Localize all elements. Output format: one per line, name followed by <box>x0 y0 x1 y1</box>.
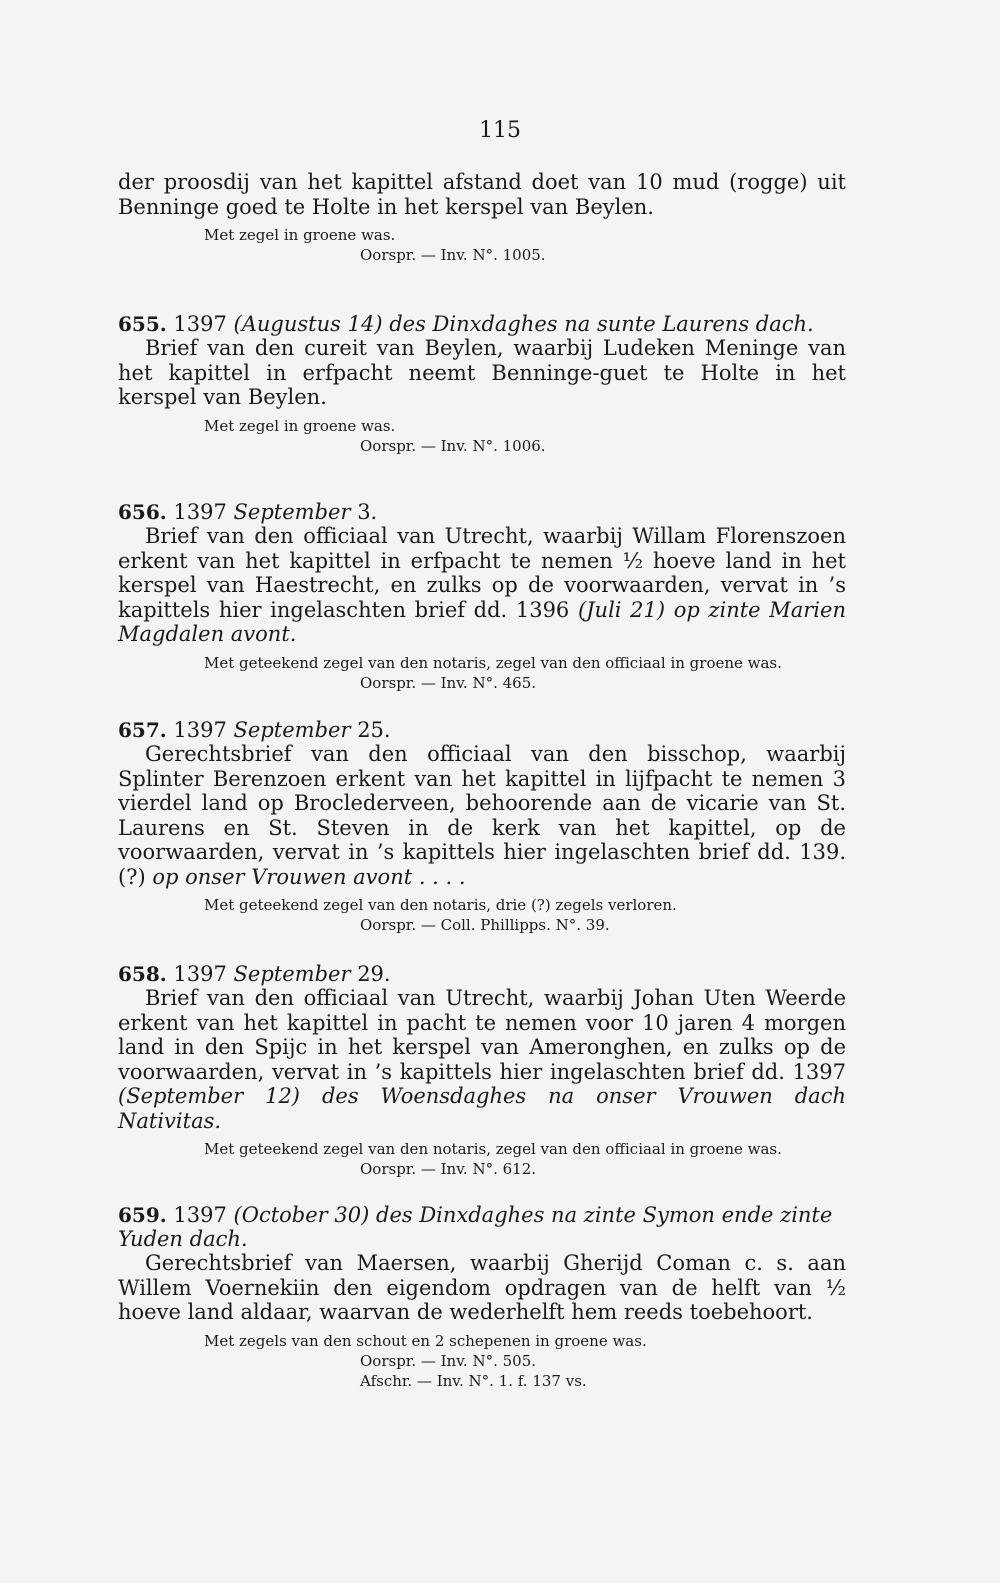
entry-text-paren: (September 12) <box>118 1084 300 1108</box>
entry-number: 656. <box>118 500 167 524</box>
entry-date-month: September <box>233 718 351 742</box>
entry-seal-note: Met zegel in groene was. <box>204 416 396 435</box>
entry-seal-note: Met geteekend zegel van den notaris, drie (?) zegels verloren. <box>204 896 677 914</box>
entry-date-day: 3. <box>357 500 378 524</box>
entry-heading <box>118 312 846 336</box>
entry-heading <box>118 962 846 986</box>
entry-date-text: des Dinxdaghes na sunte Laurens dach. <box>389 312 814 336</box>
entry-heading <box>118 1203 846 1251</box>
entry-text-main: Gerechtsbrief van den officiaal van den bisschop, waarbij Splinter Berenzoen erkent van het kapittel in lijfpacht te nemen 3 vierdel land op Broclederveen, behoorende aan de vicarie van St. Laurens en St. Steven in de kerk van het kapittel, op de voorwaarden, vervat in ’s kapittels hier ingelaschten brief dd. 139. (?) <box>118 742 846 889</box>
intro-source: Oorspr. — Inv. N°. 1005. <box>360 246 546 264</box>
entry-source: Oorspr. — Inv. N°. 612. <box>360 1160 537 1178</box>
entry-number: 659. <box>118 1203 167 1227</box>
entry-date-month: September <box>233 962 351 986</box>
entry-659 <box>118 1203 846 1391</box>
intro-block <box>118 170 846 265</box>
entry-text-paren: (Juli 21) <box>577 597 666 622</box>
entry-text <box>118 986 846 1133</box>
entry-year: 1397 <box>173 962 227 986</box>
entry-year: 1397 <box>173 1203 227 1227</box>
entry-number: 658. <box>118 962 167 986</box>
entry-number: 655. <box>118 312 167 336</box>
entry-source: Oorspr. — Inv. N°. 505. <box>360 1351 537 1370</box>
entry-text-italic: des Woensdaghes na onser Vrouwen dach Nativitas. <box>118 1084 846 1133</box>
entry-text-italic: op onser Vrouwen avont . . . . <box>152 864 466 889</box>
entry-655 <box>118 312 846 456</box>
entry-656 <box>118 500 846 693</box>
entry-year: 1397 <box>173 500 227 524</box>
entry-text <box>118 742 846 889</box>
entry-text: Gerechtsbrief van Maersen, waarbij Gherijd Coman c. s. aan Willem Voernekiin den eigendom opdragen van de helft van ½ hoeve land aldaar, waarvan de wederhelft hem reeds toebehoort. <box>118 1251 846 1324</box>
entry-658 <box>118 962 846 1179</box>
entry-source: Oorspr. — Coll. Phillipps. N°. 39. <box>360 916 610 934</box>
entry-date-text: des Dinxdaghes na zinte Symon ende zinte Yuden dach. <box>118 1203 833 1251</box>
page-number: 115 <box>479 118 521 143</box>
entry-seal-note: Met geteekend zegel van den notaris, zegel van den officiaal in groene was. <box>204 1140 782 1158</box>
entry-source: Oorspr. — Inv. N°. 1006. <box>360 436 546 455</box>
intro-text: der proosdij van het kapittel afstand doet van 10 mud (rogge) uit Benninge goed te Holte in het kerspel van Beylen. <box>118 170 846 219</box>
entry-year: 1397 <box>173 718 227 742</box>
entry-heading <box>118 718 846 742</box>
entry-text: Brief van den cureit van Beylen, waarbij Ludeken Meninge van het kapittel in erfpacht neemt Benninge-guet te Holte in het kerspel van Beylen. <box>118 336 846 409</box>
entry-text <box>118 524 846 647</box>
entry-date-day: 25. <box>357 718 391 742</box>
entry-year: 1397 <box>173 312 227 336</box>
entry-source: Oorspr. — Inv. N°. 465. <box>360 673 537 692</box>
entry-date-month: September <box>233 500 351 524</box>
entry-seal-note: Met geteekend zegel van den notaris, zegel van den officiaal in groene was. <box>204 653 782 672</box>
entry-text-main: Brief van den officiaal van Utrecht, waarbij Johan Uten Weerde erkent van het kapittel in pacht te nemen voor 10 jaren 4 morgen land in den Spijc in het kerspel van Ameronghen, en zulks op de voorwaarden, vervat in ’s kapittels hier ingelaschten brief dd. 1397 <box>118 986 846 1084</box>
entry-text-main: Brief van den officiaal van Utrecht, waarbij Willam Florenszoen erkent van het kapittel in erfpacht te nemen ½ hoeve land in het kerspel van Haestrecht, en zulks op de voorwaarden, vervat in ’s kapittels hier ingelaschten brief dd. 1396 <box>118 524 846 622</box>
entry-date-day: 29. <box>357 962 391 986</box>
entry-text-italic: op zinte Marien Magdalen avont. <box>118 597 846 646</box>
entry-heading <box>118 500 846 524</box>
entry-seal-note: Met zegels van den schout en 2 schepenen in groene was. <box>204 1331 647 1350</box>
intro-seal-note: Met zegel in groene was. <box>204 226 396 244</box>
entry-date-paren: (Augustus 14) <box>233 312 383 336</box>
entry-date-paren: (October 30) <box>233 1203 370 1227</box>
entry-source-copy: Afschr. — Inv. N°. 1. f. 137 vs. <box>360 1371 587 1390</box>
entry-number: 657. <box>118 718 167 742</box>
entry-657 <box>118 718 846 935</box>
